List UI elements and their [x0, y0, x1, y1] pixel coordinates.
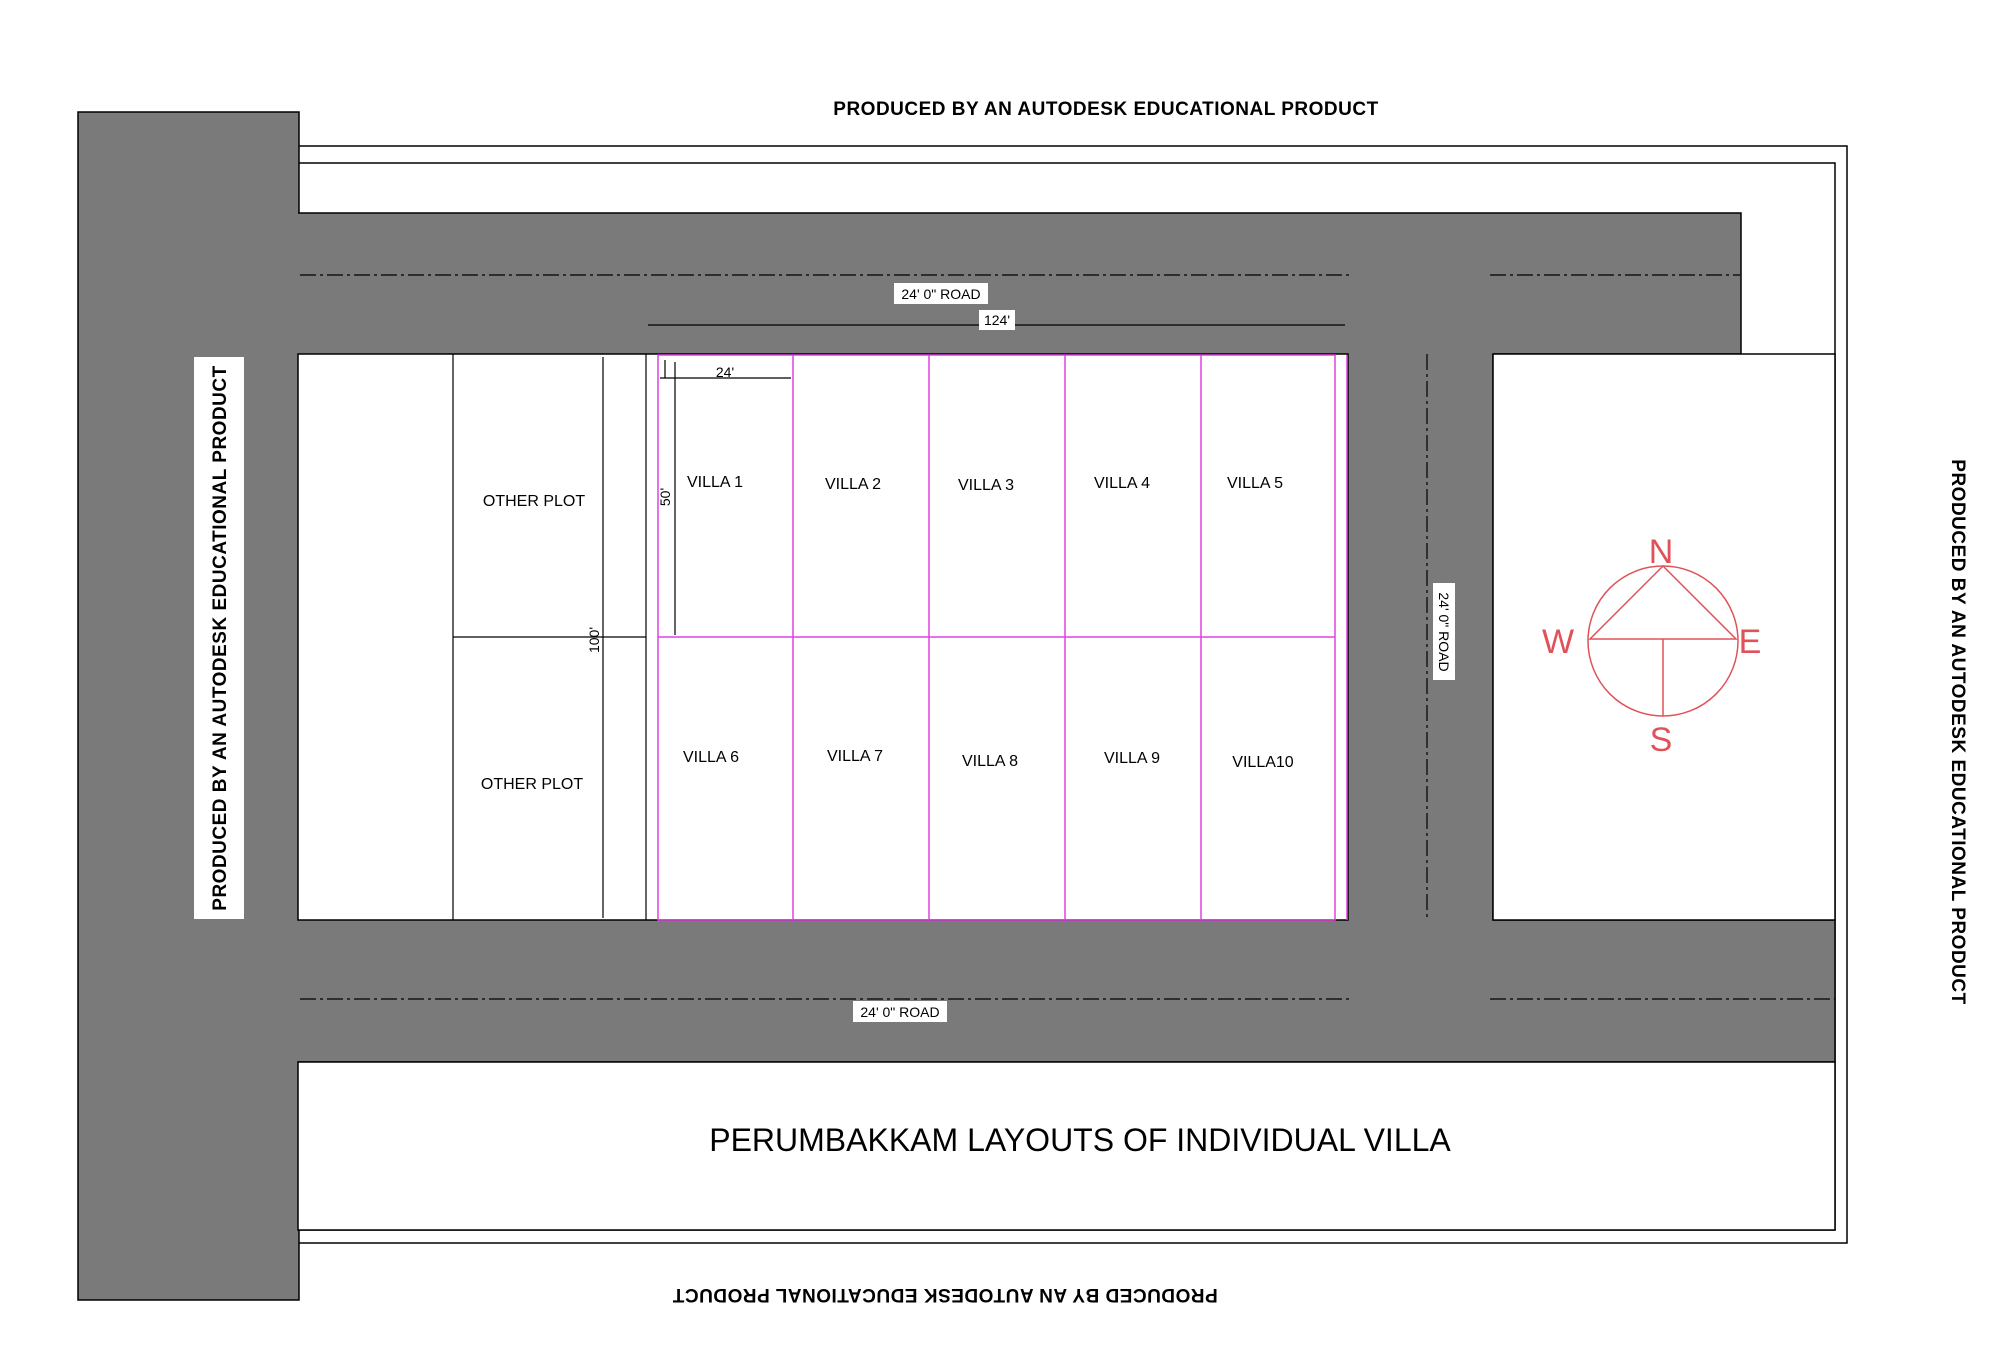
villa-label: VILLA 7: [826, 748, 884, 765]
watermark-left: PRODUCED BY AN AUTODESK EDUCATIONAL PRODUCT: [210, 365, 231, 911]
villa-label: VILLA 9: [1103, 750, 1161, 767]
compass-west-label: W: [1541, 623, 1575, 661]
top-road: [298, 213, 1741, 354]
watermark-top: PRODUCED BY AN AUTODESK EDUCATIONAL PRODUCT: [833, 99, 1379, 120]
watermark-right: PRODUCED BY AN AUTODESK EDUCATIONAL PRODUCT: [1947, 459, 1968, 1005]
villa-label: VILLA 4: [1093, 475, 1151, 492]
villa-label: VILLA 3: [957, 477, 1015, 494]
top-road-label: 24' 0" ROAD: [901, 286, 981, 302]
villa-label: VILLA 8: [961, 753, 1019, 770]
dim-50-label: 50': [657, 487, 673, 507]
right-road-label: 24' 0" ROAD: [1436, 592, 1452, 672]
left-road: [78, 112, 299, 1300]
other-plot-label: OTHER PLOT: [482, 493, 586, 510]
villa-label: VILLA 6: [682, 749, 740, 766]
villa-label: VILLA 2: [824, 476, 882, 493]
other-plot-label: OTHER PLOT: [480, 776, 584, 793]
villa-label: VILLA 5: [1226, 475, 1284, 492]
villa-label: VILLA10: [1232, 754, 1294, 771]
dim-100-label: 100': [586, 626, 602, 654]
right-road: [1348, 354, 1493, 921]
dim-124-label: 124': [983, 312, 1011, 328]
villa-label: VILLA 1: [686, 474, 744, 491]
drawing-title: PERUMBAKKAM LAYOUTS OF INDIVIDUAL VILLA: [709, 1122, 1451, 1158]
watermark-bottom: PRODUCED BY AN AUTODESK EDUCATIONAL PRODUCT: [672, 1284, 1218, 1305]
compass-north-label: N: [1648, 533, 1674, 571]
bottom-road: [298, 920, 1835, 1062]
dim-24-label: 24': [715, 364, 735, 380]
compass-east-label: E: [1738, 623, 1762, 661]
bottom-road-label: 24' 0" ROAD: [860, 1004, 940, 1020]
compass-south-label: S: [1649, 721, 1673, 759]
